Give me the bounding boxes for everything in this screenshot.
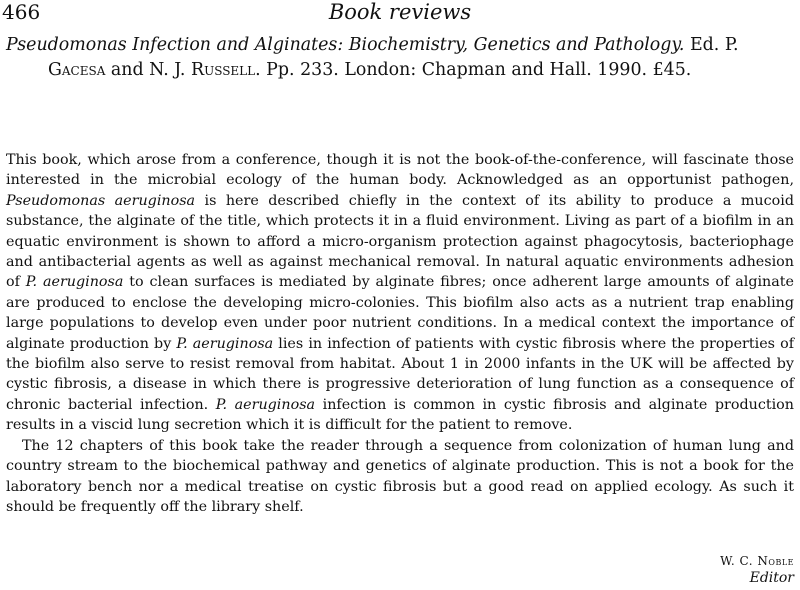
citation-publication: . Pp. 233. London: Chapman and Hall. 1990. £45. (255, 60, 692, 80)
reviewer-name: W. C. Noble (720, 554, 794, 568)
page-header (0, 0, 800, 30)
review-text: This book, which arose from a conference, though it is not the book-of-the-conference, will fascinate those interested in the microbial ecology of the human body. Acknowledged as an opportunist pathogen, (6, 152, 794, 189)
review-body (6, 150, 794, 517)
review-text: lies in infection of patients with cystic fibrosis where the properties of the biofilm also serve to resist removal from habitat. About 1 in 2000 infants in the UK will be affected by cystic fibrosis, a disease in which there is progressive deterioration of lung function as a consequence of chronic bacterial infection. (6, 335, 794, 413)
editor-name-2: Russell (190, 60, 256, 80)
species-name: P. aeruginosa (25, 274, 124, 291)
review-paragraph-1 (6, 150, 794, 436)
reviewer-signature (720, 553, 794, 587)
reviewer-role: Editor (749, 570, 794, 586)
book-citation (6, 33, 794, 83)
species-name: Pseudomonas aeruginosa (6, 192, 196, 209)
review-paragraph-2: The 12 chapters of this book take the reader through a sequence from colonization of human lung and country stream to the biochemical pathway and genetics of alginate production. This is not a book for the laboratory bench nor a medical treatise on cystic fibrosis but a good read on applied ecology. As such it should be frequently off the library shelf. (6, 437, 794, 515)
review-text: to clean surfaces is mediated by alginate fibres; once adherent large amounts of alginate are produced to enclose the developing micro-colonies. This biofilm also acts as a nutrient trap enabling large populations to develop even under poor nutrient conditions. In a medical context the importance of alginate production by (6, 274, 794, 352)
review-text: is here described chiefly in the context of its ability to produce a mucoid substance, the alginate of the title, which protects it in a fluid environment. Living as part of a biofilm in an equatic environment is shown to afford a micro-organism protection against phagocytosis, bacteriophage and antibacterial agents as well as against mechanical removal. In natural aquatic environments adhesion of (6, 192, 794, 291)
page-number: 466 (2, 0, 41, 24)
species-name: P. aeruginosa (176, 335, 274, 352)
running-head: Book reviews (328, 0, 472, 24)
editor-name-1: Gacesa (48, 60, 106, 80)
species-name: P. aeruginosa (215, 396, 316, 413)
review-text: infection is common in cystic fibrosis and alginate production results in a viscid lung secretion which it is difficult for the patient to remove. (6, 396, 794, 434)
citation-ed: Ed. P. (684, 35, 739, 55)
book-title: Pseudomonas Infection and Alginates: Biochemistry, Genetics and Pathology. (6, 35, 685, 55)
citation-and: and N. J. (105, 60, 191, 80)
